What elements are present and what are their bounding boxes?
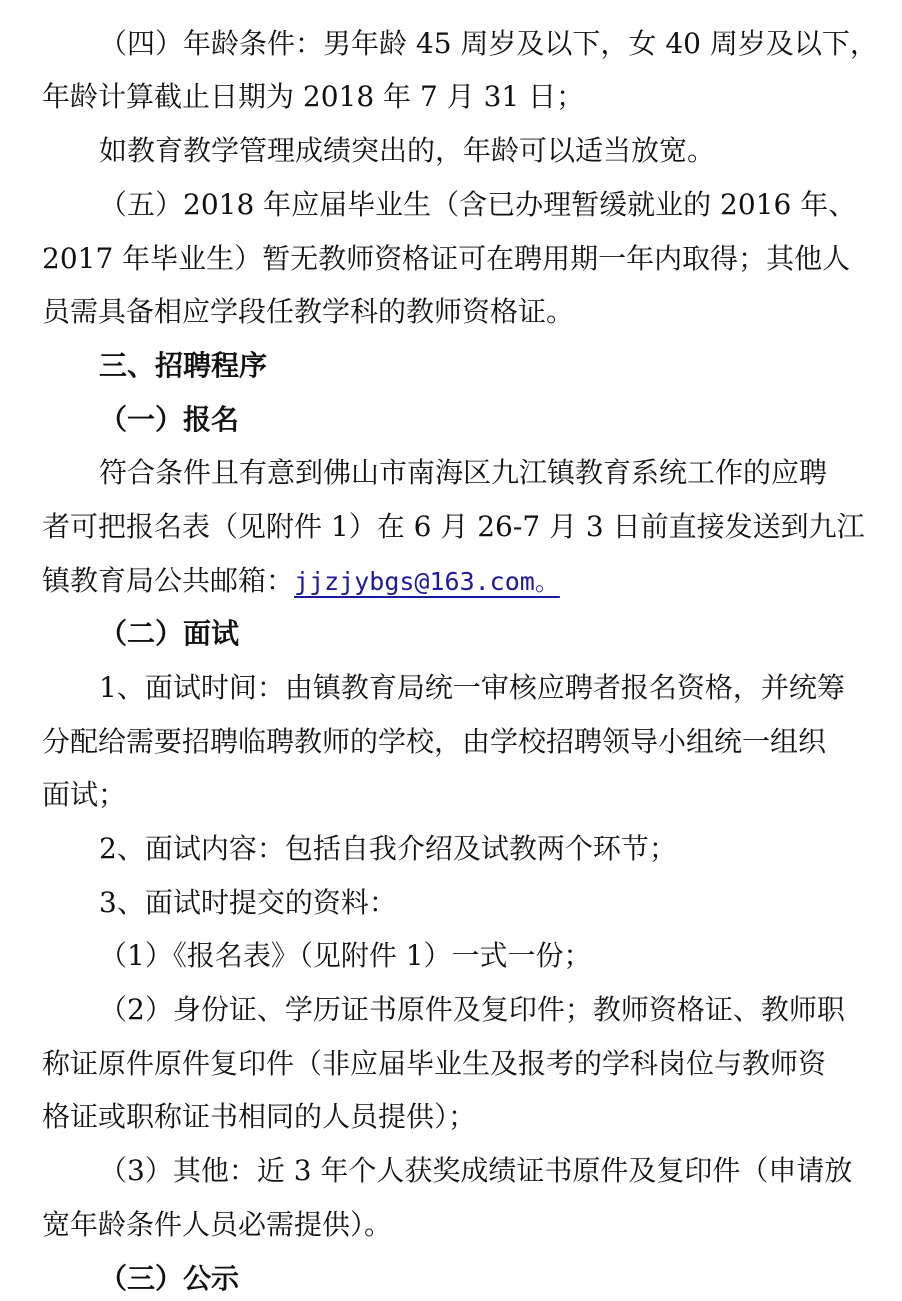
material-item-1: （1）《报名表》（见附件 1）一式一份； bbox=[99, 939, 592, 972]
interview-time-line-2: 分配给需要招聘临聘教师的学校，由学校招聘领导小组统一组织 bbox=[42, 725, 827, 758]
registration-line-1: 符合条件且有意到佛山市南海区九江镇教育系统工作的应聘 bbox=[99, 456, 828, 489]
material-item-2-line-3: 格证或职称证书相同的人员提供）； bbox=[42, 1100, 477, 1133]
age-condition-line-2: 年龄计算截止日期为 2018 年 7 月 31 日； bbox=[42, 80, 585, 113]
material-item-2-line-2: 称证原件原件复印件（非应届毕业生及报考的学科岗位与教师资 bbox=[42, 1047, 827, 1080]
material-item-3-line-1: （3）其他：近 3 年个人获奖成绩证书原件及复印件（申请放 bbox=[99, 1154, 853, 1187]
interview-time-line-3: 面试； bbox=[42, 778, 127, 811]
certificate-condition-line-3: 员需具备相应学段任教学科的教师资格证。 bbox=[42, 295, 575, 328]
interview-materials-heading: 3、面试时提交的资料： bbox=[99, 886, 397, 919]
subheading-publicity: （三）公示 bbox=[99, 1262, 240, 1295]
registration-email-label: 镇教育局公共邮箱： bbox=[42, 564, 295, 597]
registration-email-link[interactable]: jjzjybgs@163.com。 bbox=[294, 567, 560, 596]
age-condition-note: 如教育教学管理成绩突出的，年龄可以适当放宽。 bbox=[99, 134, 716, 167]
subheading-registration: （一）报名 bbox=[99, 403, 240, 436]
certificate-condition-line-1: （五）2018 年应届毕业生（含已办理暂缓就业的 2016 年、 bbox=[99, 188, 857, 221]
material-item-3-line-2: 宽年龄条件人员必需提供）。 bbox=[42, 1208, 393, 1241]
section-heading-recruitment-procedure: 三、招聘程序 bbox=[99, 349, 268, 382]
interview-content: 2、面试内容：包括自我介绍及试教两个环节； bbox=[99, 832, 677, 865]
material-item-2-line-1: （2）身份证、学历证书原件及复印件；教师资格证、教师职 bbox=[99, 993, 845, 1026]
registration-line-3 bbox=[42, 563, 560, 603]
age-condition-line-1: （四）年龄条件：男年龄 45 周岁及以下，女 40 周岁及以下， bbox=[99, 27, 878, 60]
subheading-interview: （二）面试 bbox=[99, 617, 240, 650]
interview-time-line-1: 1、面试时间：由镇教育局统一审核应聘者报名资格，并统筹 bbox=[99, 671, 845, 704]
certificate-condition-line-2: 2017 年毕业生）暂无教师资格证可在聘用期一年内取得；其他人 bbox=[42, 242, 851, 275]
registration-line-2: 者可把报名表（见附件 1）在 6 月 26-7 月 3 日前直接发送到九江 bbox=[42, 510, 865, 543]
